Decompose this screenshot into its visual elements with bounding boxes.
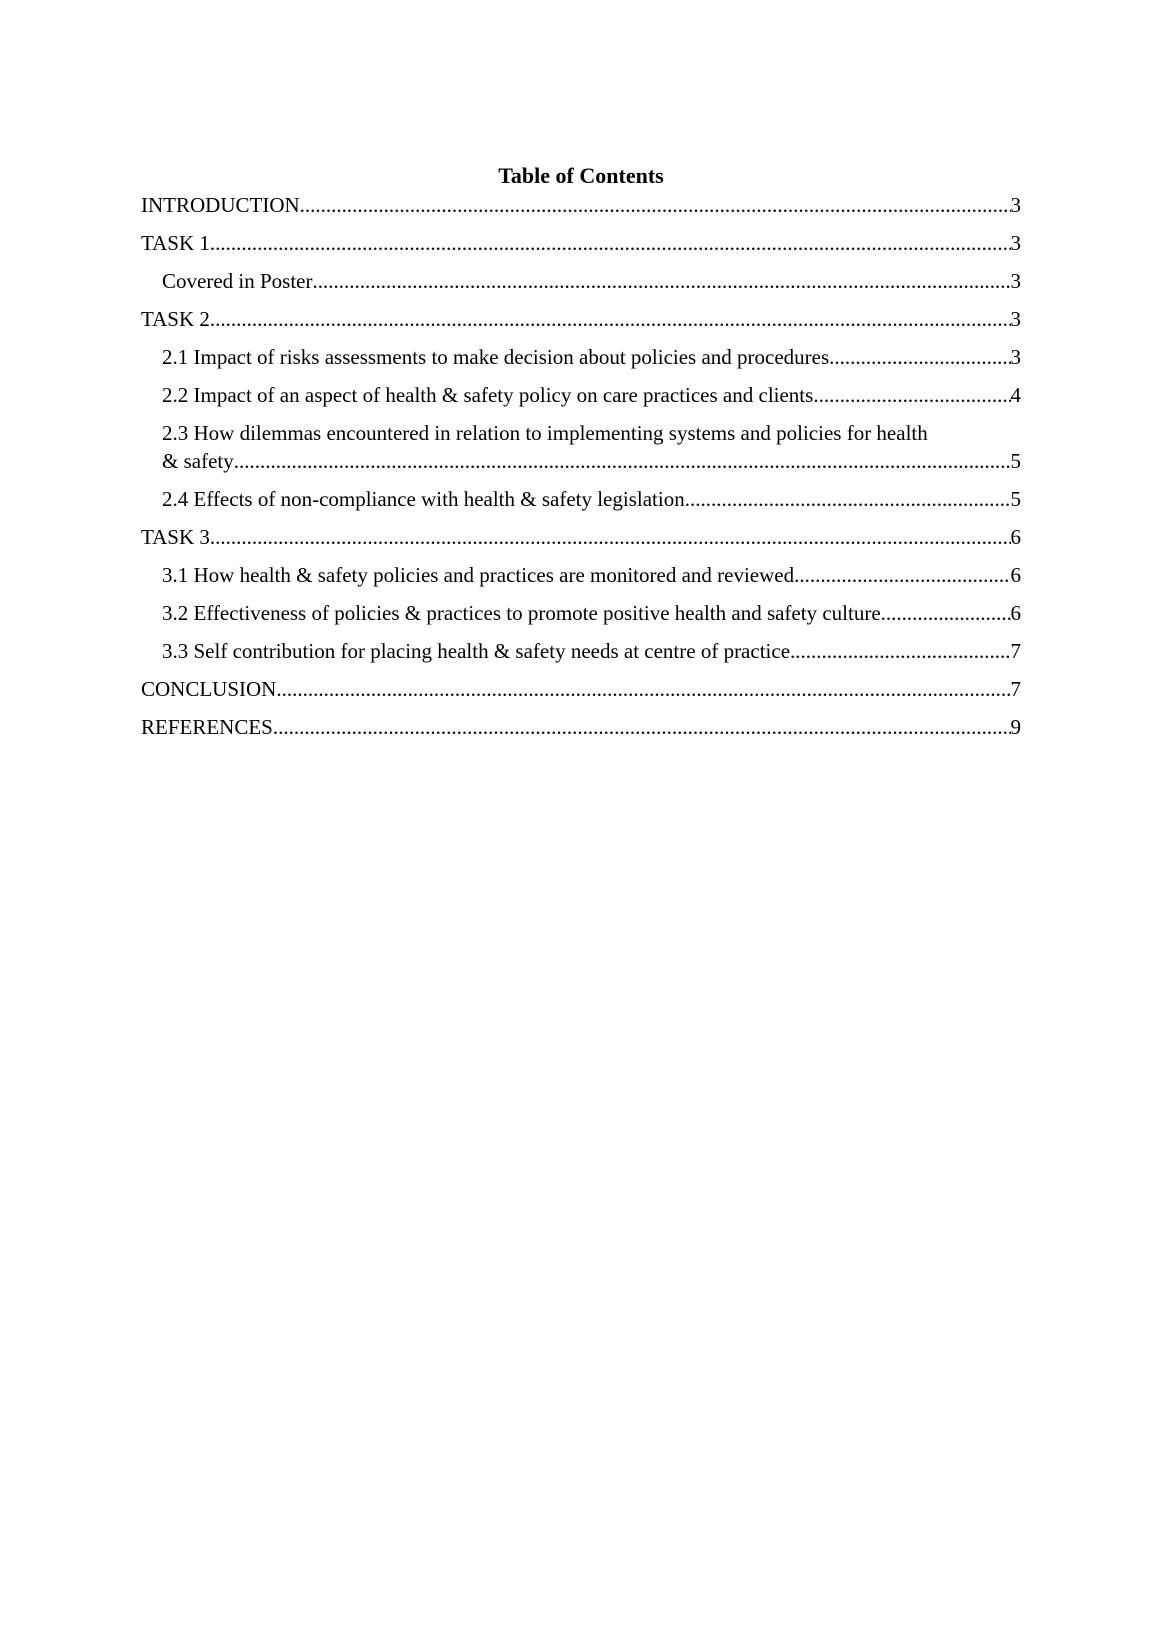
toc-entry-3-1[interactable]	[141, 561, 1021, 589]
toc-entry-label: 3.2 Effectiveness of policies & practices to promote positive health and safety culture	[162, 601, 881, 625]
toc-page-number: 9	[1010, 715, 1021, 739]
toc-leader-dots	[276, 675, 1010, 703]
toc-leader-dots	[300, 191, 1011, 219]
toc-entry-label: 3.3 Self contribution for placing health & safety needs at centre of practice	[162, 639, 791, 663]
toc-title: Table of Contents	[498, 163, 664, 188]
toc-entry-label: 2.2 Impact of an aspect of health & safety policy on care practices and clients	[162, 383, 814, 407]
toc-leader-dots	[312, 267, 1010, 295]
toc-entry-2-2[interactable]	[141, 381, 1021, 409]
toc-leader-dots	[210, 305, 1011, 333]
toc-entry-conclusion[interactable]	[141, 675, 1021, 703]
toc-entry-label: REFERENCES	[141, 715, 273, 739]
toc-entry-label-line1: 2.3 How dilemmas encountered in relation to implementing systems and policies for health	[162, 421, 928, 445]
toc-leader-dots	[234, 447, 1011, 475]
toc-entry-3-3[interactable]	[141, 637, 1021, 665]
toc-leader-dots	[794, 561, 1010, 589]
toc-page-number: 6	[1010, 563, 1021, 587]
toc-entry-label: Covered in Poster	[162, 269, 313, 293]
toc-page-number: 3	[1010, 231, 1021, 255]
toc-leader-dots	[829, 343, 1010, 371]
toc-entry-label: INTRODUCTION	[141, 193, 300, 217]
toc-leader-dots	[685, 485, 1011, 513]
toc-page-number: 7	[1010, 677, 1021, 701]
toc-entry-label: TASK 1	[141, 231, 210, 255]
toc-page-number: 5	[1010, 487, 1021, 511]
toc-entry-covered-in-poster[interactable]	[141, 267, 1021, 295]
toc-leader-dots	[813, 381, 1010, 409]
toc-page-number: 4	[1010, 383, 1021, 407]
toc-page-number: 3	[1010, 269, 1021, 293]
toc-page-number: 3	[1010, 307, 1021, 331]
toc-entry-label: 3.1 How health & safety policies and practices are monitored and reviewed	[162, 563, 795, 587]
toc-entry-label: 2.4 Effects of non-compliance with health & safety legislation	[162, 487, 685, 511]
toc-entry-introduction[interactable]	[141, 191, 1021, 219]
table-of-contents	[141, 161, 1021, 751]
toc-entry-task-3[interactable]	[141, 523, 1021, 551]
toc-leader-dots	[210, 229, 1011, 257]
toc-entry-3-2[interactable]	[141, 599, 1021, 627]
toc-leader-dots	[881, 599, 1011, 627]
toc-entry-2-3[interactable]	[141, 419, 1021, 475]
toc-leader-dots	[790, 637, 1010, 665]
toc-entry-2-1[interactable]	[141, 343, 1021, 371]
toc-page-number: 3	[1010, 345, 1021, 369]
toc-page-number: 5	[1010, 449, 1021, 473]
toc-page-number: 3	[1010, 193, 1021, 217]
toc-entry-2-4[interactable]	[141, 485, 1021, 513]
toc-entry-label-line2: & safety	[162, 449, 234, 473]
toc-entry-label: TASK 2	[141, 307, 210, 331]
toc-leader-dots	[273, 713, 1011, 741]
toc-page-number: 7	[1010, 639, 1021, 663]
toc-entry-label: 2.1 Impact of risks assessments to make decision about policies and procedures	[162, 345, 830, 369]
toc-entry-label: TASK 3	[141, 525, 210, 549]
toc-leader-dots	[210, 523, 1011, 551]
toc-entry-label: CONCLUSION	[141, 677, 277, 701]
toc-entry-task-1[interactable]	[141, 229, 1021, 257]
toc-entry-task-2[interactable]	[141, 305, 1021, 333]
toc-page-number: 6	[1010, 525, 1021, 549]
toc-entry-references[interactable]	[141, 713, 1021, 741]
toc-page-number: 6	[1010, 601, 1021, 625]
